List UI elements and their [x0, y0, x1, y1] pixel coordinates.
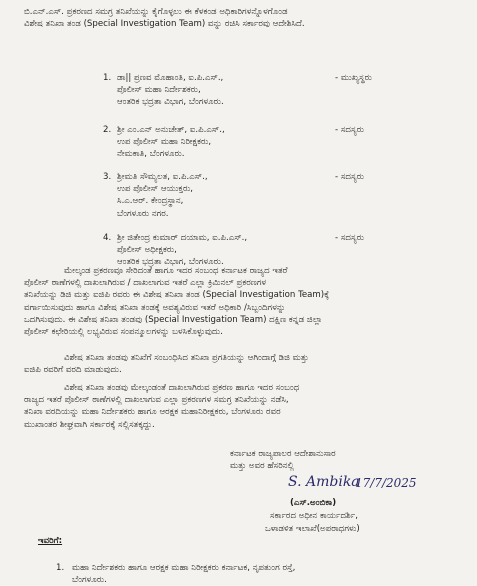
signatory-department: ಒಳಾಡಳಿತ ಇಲಾಖೆ(ಅಪರಾಧಗಳು) [265, 524, 360, 534]
member-role: - ಸದಸ್ಯರು [335, 125, 364, 135]
member-line: ನೇಮಕಾತಿ, ಬೆಂಗಳೂರು. [117, 149, 185, 160]
cc-line: ಬೆಂಗಳೂರು. [72, 575, 107, 586]
member-line: ಉಪ ಪೊಲೀಸ್ ಆಯುಕ್ತರು, [117, 184, 194, 195]
member-number: 2. [103, 125, 112, 135]
paragraph-line: ಪೊಲೀಸ್ ಕಛೇರಿಯಲ್ಲಿ ಲಭ್ಯವಿರುವ ಸಂಪನ್ಮೂಲಗಳನ್ನು ಬಳಸಿಕೊಳ್ಳುವುದು. [24, 327, 223, 338]
member-role: - ಸದಸ್ಯರು [335, 172, 364, 182]
signature-scribble: S. Ambika [288, 474, 360, 490]
body-paragraph [24, 265, 466, 338]
member-line: ಶ್ರೀ ಎಂ.ಎನ್ ಅನುಚೇತ್, ಐ.ಪಿ.ಎಸ್., [117, 125, 225, 135]
paragraph-line: ಒದಗಿಸುವುದು. ಈ ವಿಶೇಷ ತನಿಖಾ ತಂಡವು (Special Investigation Team) ದಕ್ಷಿಣ ಕನ್ನಡ ಜಿಲ್ಲಾ [24, 314, 323, 325]
body-paragraph [24, 352, 466, 376]
member-details [117, 72, 224, 109]
member-line: ಪೊಲೀಸ್ ಅಧೀಕ್ಷಕರು, [117, 245, 177, 256]
paragraph-line: ವಿಶೇಷ ತನಿಖಾ ತಂಡವು ತನಿಖೆಗೆ ಸಂಬಂಧಿಸಿದ ತನಿಖಾ ಪ್ರಗತಿಯನ್ನು ಆಗಿಂದಾಗ್ಗೆ ಡಿಜಿ ಮತ್ತು [64, 353, 309, 363]
closing-line: ಕರ್ನಾಟಕ ರಾಜ್ಯಪಾಲರ ಆದೇಶಾನುಸಾರ [230, 449, 336, 459]
cc-number: 1. [56, 563, 65, 573]
paragraph-line: ವರ್ಗಾಯಿಸುವುದು ಹಾಗೂ ವಿಶೇಷ ತನಿಖಾ ತಂಡಕ್ಕೆ ಅವಶ್ಯವಿರುವ ಇತರೆ ಅಧಿಕಾರಿ /ಸಿಬ್ಬಂದಿಗಳನ್ನು [24, 302, 286, 313]
paragraph-line: ಐಜಿಪಿ ರವರಿಗೆ ವರದಿ ಮಾಡುವುದು. [24, 365, 122, 376]
paragraph-line: ತನಿಖಾ ವರದಿಯನ್ನು ಮಹಾ ನಿರ್ದೇಶಕರು ಹಾಗೂ ಆರಕ್ಷಕ ಮಹಾನಿರೀಕ್ಷಕರು, ಬೆಂಗಳೂರು ರವರ [24, 407, 281, 418]
intro-line: ಬಿ.ಎನ್.ಎಸ್. ಪ್ರಕರಣದ ಸಮಗ್ರ ತನಿಖೆಯನ್ನು ಕೈಗೊಳ್ಳಲು ಈ ಕೆಳಕಂಡ ಅಧಿಕಾರಿಗಳನ್ನೊಳಗೊಂಡ [24, 7, 288, 17]
signatory-name: (ಎಸ್.ಅಂಬಿಕಾ) [290, 498, 337, 508]
member-details [117, 171, 208, 220]
cc-line: ಮಹಾ ನಿರ್ದೇಶಕರು ಹಾಗೂ ಆರಕ್ಷಕ ಮಹಾ ನಿರೀಕ್ಷಕರು ಕರ್ನಾಟಕ, ನೃಪತುಂಗ ರಸ್ತೆ, [72, 563, 296, 573]
paragraph-line: ರಾಜ್ಯದ ಇತರೆ ಪೊಲೀಸ್ ಠಾಣೆಗಳಲ್ಲಿ ದಾಖಲಾಗುವ ಎಲ್ಲಾ ಪ್ರಕರಣಗಳ ಸಮಗ್ರ ತನಿಖೆಯನ್ನು ನಡೆಸಿ, [24, 395, 289, 406]
member-line: ಶ್ರೀ ಜಿತೇಂದ್ರ ಕುಮಾರ್ ದಯಾಮ, ಐ.ಪಿ.ಎಸ್., [117, 233, 248, 243]
intro-paragraph [24, 6, 464, 30]
paragraph-line: ಮುಖಾಂತರ ಶೀಘ್ರವಾಗಿ ಸರ್ಕಾರಕ್ಕೆ ಸಲ್ಲಿಸತಕ್ಕದ್ದು. [24, 419, 155, 430]
signature-date: 17/7/2025 [355, 476, 417, 490]
member-role: - ಸದಸ್ಯರು [335, 233, 364, 243]
member-role: - ಮುಖ್ಯಸ್ಥರು [335, 73, 372, 83]
signatory-title: ಸರ್ಕಾರದ ಅಧೀನ ಕಾರ್ಯದರ್ಶಿ, [270, 511, 358, 521]
intro-line: ವಿಶೇಷ ತನಿಖಾ ತಂಡ (Special Investigation Team) ವನ್ನು ರಚಿಸಿ ಸರ್ಕಾರವು ಆದೇಶಿಸಿದೆ. [24, 19, 305, 30]
member-details [117, 124, 225, 161]
member-details [117, 232, 247, 269]
member-line: ಉಪ ಪೊಲೀಸ್ ಮಹಾ ನಿರೀಕ್ಷಕರು, [117, 137, 212, 148]
member-line: ಆಂತರಿಕ ಭದ್ರತಾ ವಿಭಾಗ, ಬೆಂಗಳೂರು. [117, 97, 224, 108]
paragraph-line: ವಿಶೇಷ ತನಿಖಾ ತಂಡವು ಮೇಲ್ಕಂಡಂತೆ ದಾಖಲಾಗಿರುವ ಪ್ರಕರಣ ಹಾಗೂ ಇದರ ಸಂಬಂಧ [64, 383, 300, 393]
paragraph-line: ಮೇಲ್ಕಂಡ ಪ್ರಕರಣವೂ ಸೇರಿದಂತೆ ಹಾಗೂ ಇದರ ಸಂಬಂಧ ಕರ್ನಾಟಕ ರಾಜ್ಯದ ಇತರೆ [64, 266, 288, 276]
closing-block [230, 448, 336, 472]
cc-label: ಇವರಿಗೆ: [38, 536, 63, 546]
member-number: 4. [103, 233, 112, 243]
paragraph-line: ಪೊಲೀಸ್ ಠಾಣೆಗಳಲ್ಲಿ ದಾಖಲಾಗಿರುವ / ದಾಖಲಾಗುವ ಇತರೆ ಎಲ್ಲಾ ಕ್ರಿಮಿನಲ್ ಪ್ರಕರಣಗಳ [24, 278, 267, 289]
cc-item [72, 562, 295, 586]
paragraph-line: ತನಿಖೆಯನ್ನು ಡಿಜಿ ಮತ್ತು ಐಜಿಪಿ ರವರು ಈ ವಿಶೇಷ ತನಿಖಾ ತಂಡ (Special Investigation Team)ಕ್ಕೆ [24, 290, 330, 301]
member-line: ಸಿ.ಎ.ಆರ್. ಕೇಂದ್ರಸ್ಥಾನ, [117, 196, 184, 207]
member-number: 1. [103, 73, 112, 83]
member-line: ಬೆಂಗಳೂರು ನಗರ. [117, 208, 169, 219]
member-line: ಡಾ|| ಪ್ರಣವ ಮೊಹಾಂತಿ, ಐ.ಪಿ.ಎಸ್., [117, 73, 224, 83]
closing-line: ಮತ್ತು ಅವರ ಹೆಸರಿನಲ್ಲಿ [230, 461, 295, 472]
body-paragraph [24, 382, 466, 431]
member-line: ಪೊಲೀಸ್ ಮಹಾ ನಿರ್ದೇಶಕರು, [117, 85, 201, 96]
member-line: ಶ್ರೀಮತಿ ಸೌಮ್ಯಲತ, ಐ.ಪಿ.ಎಸ್., [117, 172, 208, 182]
member-number: 3. [103, 172, 112, 182]
member-line: ಆಂತರಿಕ ಭದ್ರತಾ ವಿಭಾಗ, ಬೆಂಗಳೂರು. [117, 257, 224, 268]
